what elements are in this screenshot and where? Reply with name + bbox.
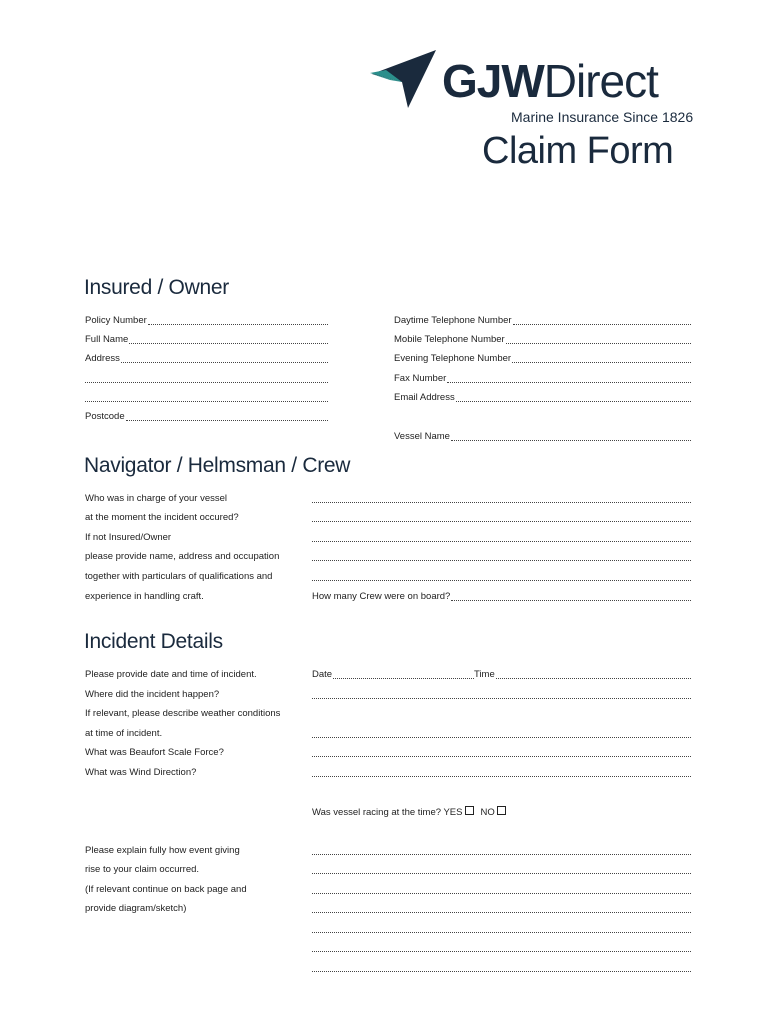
- mobile-phone-line[interactable]: [506, 340, 691, 344]
- weather-question: If relevant, please describe weather conditions: [85, 708, 281, 719]
- fax-label: Fax Number: [394, 373, 447, 384]
- time-label: Time: [474, 669, 495, 680]
- racing-no-checkbox[interactable]: [497, 806, 506, 815]
- address-line-1[interactable]: [121, 359, 328, 363]
- crew-count-label: How many Crew were on board?: [312, 591, 451, 602]
- navigator-answer-line[interactable]: [312, 540, 691, 542]
- full-name-label: Full Name: [85, 334, 129, 345]
- explain-prompt-line: rise to your claim occurred.: [85, 864, 200, 875]
- where-answer-line[interactable]: [312, 697, 691, 699]
- vessel-name-label: Vessel Name: [394, 431, 450, 442]
- section-title-navigator: Navigator / Helmsman / Crew: [84, 454, 351, 477]
- navigator-question-line: please provide name, address and occupation: [85, 551, 280, 562]
- explain-answer-line[interactable]: [312, 950, 691, 952]
- explain-answer-line[interactable]: [312, 853, 691, 855]
- navigator-question-line: experience in handling craft.: [85, 591, 204, 602]
- date-label: Date: [312, 669, 333, 680]
- crew-count-line[interactable]: [451, 597, 691, 601]
- explain-prompt-line: provide diagram/sketch): [85, 903, 187, 914]
- postcode-line[interactable]: [126, 417, 328, 421]
- brand-logo-mark: [368, 48, 440, 112]
- daytime-phone-field[interactable]: [394, 315, 691, 327]
- brand-tagline: Marine Insurance Since 1826: [511, 109, 694, 125]
- beaufort-answer-line[interactable]: [312, 755, 691, 757]
- postcode-field[interactable]: [85, 411, 328, 423]
- navigator-answer-line[interactable]: [312, 520, 691, 522]
- beaufort-question: What was Beaufort Scale Force?: [85, 747, 224, 758]
- vessel-name-line[interactable]: [451, 437, 691, 441]
- evening-phone-line[interactable]: [512, 359, 691, 363]
- policy-number-field[interactable]: [85, 315, 328, 327]
- navigator-question-line: together with particulars of qualifications and: [85, 571, 273, 582]
- explain-prompt-line: Please explain fully how event giving: [85, 845, 240, 856]
- mobile-phone-label: Mobile Telephone Number: [394, 334, 505, 345]
- date-time-prompt: Please provide date and time of incident.: [85, 669, 257, 680]
- full-name-field[interactable]: [85, 334, 328, 346]
- email-label: Email Address: [394, 392, 455, 403]
- evening-phone-field[interactable]: [394, 353, 691, 365]
- explain-prompt-line: (If relevant continue on back page and: [85, 884, 247, 895]
- navigator-answer-line[interactable]: [312, 559, 691, 561]
- wind-question: What was Wind Direction?: [85, 767, 197, 778]
- navigator-question-line: Who was in charge of your vessel: [85, 493, 228, 504]
- explain-answer-line[interactable]: [312, 970, 691, 972]
- brand-wordmark: GJWDirect: [442, 55, 658, 107]
- explain-answer-line[interactable]: [312, 931, 691, 933]
- crew-count-field[interactable]: [312, 591, 691, 603]
- navigator-question-line: at the moment the incident occured?: [85, 512, 239, 523]
- fax-field[interactable]: [394, 373, 691, 385]
- evening-phone-label: Evening Telephone Number: [394, 353, 512, 364]
- address-line-2[interactable]: [85, 381, 328, 383]
- where-question: Where did the incident happen?: [85, 689, 220, 700]
- daytime-phone-line[interactable]: [513, 321, 691, 325]
- section-title-insured: Insured / Owner: [84, 276, 229, 299]
- time-line[interactable]: [496, 675, 691, 679]
- racing-question: [312, 806, 512, 819]
- policy-number-line[interactable]: [148, 321, 328, 325]
- racing-question-label: Was vessel racing at the time? YES: [312, 807, 463, 818]
- time-field[interactable]: [474, 669, 691, 681]
- email-line[interactable]: [456, 398, 691, 402]
- policy-number-label: Policy Number: [85, 315, 147, 326]
- section-title-incident: Incident Details: [84, 630, 223, 653]
- daytime-phone-label: Daytime Telephone Number: [394, 315, 512, 326]
- explain-answer-line[interactable]: [312, 911, 691, 913]
- address-label: Address: [85, 353, 120, 364]
- explain-answer-line[interactable]: [312, 872, 691, 874]
- page-title: Claim Form: [482, 130, 674, 172]
- navigator-answer-line[interactable]: [312, 501, 691, 503]
- date-field[interactable]: [312, 669, 474, 681]
- explain-answer-line[interactable]: [312, 892, 691, 894]
- postcode-label: Postcode: [85, 411, 125, 422]
- address-field[interactable]: [85, 353, 328, 365]
- racing-no-label: NO: [480, 807, 495, 818]
- navigator-question-line: If not Insured/Owner: [85, 532, 172, 543]
- full-name-line[interactable]: [129, 340, 328, 344]
- email-field[interactable]: [394, 392, 691, 404]
- navigator-answer-line[interactable]: [312, 579, 691, 581]
- wind-answer-line[interactable]: [312, 775, 691, 777]
- weather-answer-line[interactable]: [312, 736, 691, 738]
- fax-line[interactable]: [447, 379, 691, 383]
- address-line-3[interactable]: [85, 400, 328, 402]
- weather-question: at time of incident.: [85, 728, 163, 739]
- mobile-phone-field[interactable]: [394, 334, 691, 346]
- racing-yes-checkbox[interactable]: [465, 806, 474, 815]
- date-line[interactable]: [333, 675, 474, 679]
- vessel-name-field[interactable]: [394, 431, 691, 443]
